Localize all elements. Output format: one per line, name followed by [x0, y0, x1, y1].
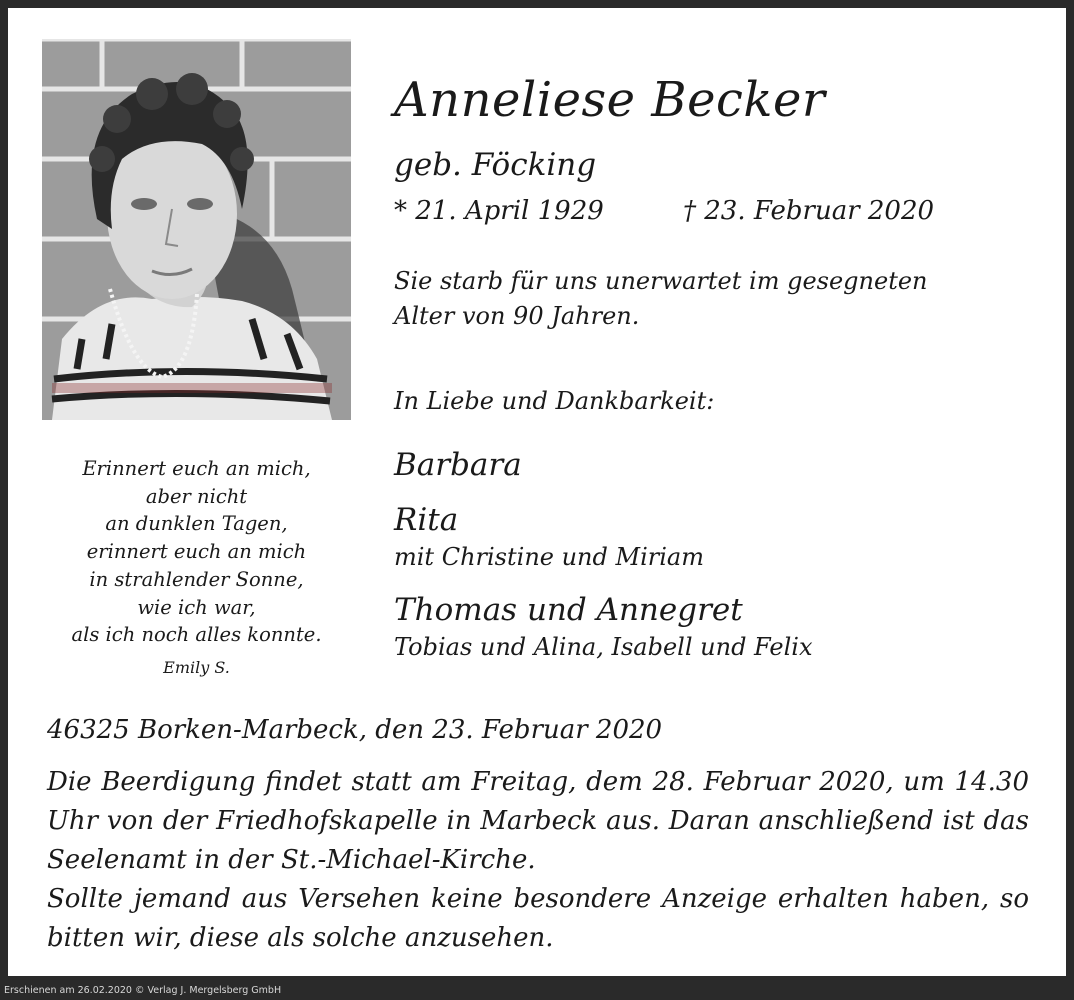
mourner-family: mit Christine und Miriam — [394, 543, 704, 571]
poem-line: als ich noch alles konnte. — [71, 623, 322, 647]
birth-date: * 21. April 1929 — [394, 196, 604, 226]
obituary-notice — [8, 8, 1066, 976]
death-date: † 23. Februar 2020 — [683, 196, 935, 226]
notice-remark: Sollte jemand aus Versehen keine besondere Anzeige erhalten haben, so bitten wir, diese als solche anzusehen. — [47, 884, 1029, 953]
poem-line: an dunklen Tagen, — [105, 512, 288, 536]
mourner-family: Tobias und Alina, Isabell und Felix — [394, 633, 813, 661]
poem-line: in strahlender Sonne, — [89, 567, 304, 591]
poem-line: wie ich war, — [137, 595, 256, 619]
death-statement-line: Alter von 90 Jahren. — [394, 302, 640, 330]
poem-author: Emily S. — [163, 658, 230, 677]
death-statement — [394, 264, 928, 334]
portrait-photo — [42, 39, 351, 420]
poem-line: erinnert euch an mich — [86, 540, 307, 564]
death-statement-line: Sie starb für uns unerwartet im gesegneten — [394, 267, 928, 295]
maiden-name: geb. Föcking — [394, 147, 597, 183]
memorial-poem — [42, 455, 351, 649]
gratitude-line: In Liebe und Dankbarkeit: — [394, 387, 715, 415]
place-and-date: 46325 Borken-Marbeck, den 23. Februar 2020 — [47, 715, 663, 745]
mourner-name: Thomas und Annegret — [394, 592, 743, 628]
publication-footer: Erschienen am 26.02.2020 © Verlag J. Mergelsberg GmbH — [4, 985, 282, 996]
poem-line: Erinnert euch an mich, — [82, 457, 311, 480]
mourner-name: Rita — [394, 502, 459, 538]
mourner-name: Barbara — [394, 447, 522, 483]
poem-line: aber nicht — [145, 484, 248, 508]
funeral-details: Die Beerdigung findet statt am Freitag, dem 28. Februar 2020, um 14.30 Uhr von der Friedhofskapelle in Marbeck aus. Daran anschließend ist das Seelenamt in der St.-Michael-Kirche. — [47, 767, 1029, 875]
deceased-name: Anneliese Becker — [394, 72, 826, 128]
